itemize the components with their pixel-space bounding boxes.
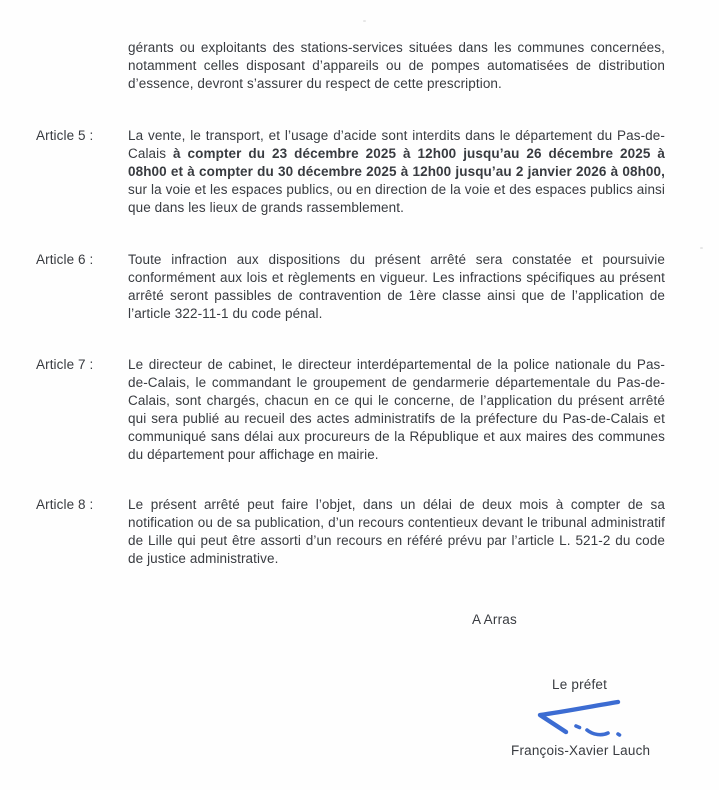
article-5-label: Article 5 :: [36, 128, 94, 143]
article-7-label: Article 7 :: [36, 357, 94, 372]
signature-stroke-dash: [576, 726, 580, 728]
article-7: [36, 356, 665, 464]
article-5: [36, 127, 665, 217]
signature-stroke-swoosh: [587, 730, 608, 735]
scan-speck: [146, 311, 148, 313]
signatory-name: François-Xavier Lauch: [511, 743, 651, 758]
signature-ink: [531, 695, 625, 741]
article-8: [36, 496, 665, 568]
article-6: [36, 251, 665, 323]
article-8-text: Le présent arrêté peut faire l’objet, dans un délai de deux mois à compter de sa notification ou de sa publication, d’un recours contentieux devant le tribunal administratif de Lille qui peut être assorti d’un recours en référé prévu par l’article L. 521-2 du code de justice administrative.: [128, 497, 665, 566]
article-6-label: Article 6 :: [36, 252, 94, 267]
scan-speck: [700, 247, 703, 249]
article-5-text: La vente, le transport, et l’usage d’acide sont interdits dans le département du Pas-de-Calais à compter du 23 décembre 2025 à 12h00 jusqu’au 26 décembre 2025 à 08h00 et à compter du 30 décembre 2025 à 12h00 jusqu’au 2 janvier 2026 à 08h00, sur la voie et les espaces publics, ou en direction de la voie et des espaces publics ainsi que dans les lieux de grands rassemblement.: [128, 128, 665, 215]
signature-stroke-dot: [618, 734, 620, 735]
article-6-text: Toute infraction aux dispositions du présent arrêté sera constatée et poursuivie conformément aux lois et règlements en vigueur. Les infractions spécifiques au présent arrêté seront passibles de contravention de 1ère classe ainsi que de l’application de l’article 322-11-1 du code pénal.: [128, 252, 665, 321]
signature-title: Le préfet: [552, 677, 608, 692]
article-7-text: Le directeur de cabinet, le directeur interdépartemental de la police nationale du Pas-de-Calais, le commandant le groupement de gendarmerie départementale du Pas-de-Calais, sont chargés, chacun en ce qui le concerne, de l’application du présent arrêté qui sera publié au recueil des actes administratifs de la préfecture du Pas-de-Calais et communiqué sans délai aux procureurs de la République et aux maires des communes du département pour affichage en mairie.: [128, 357, 665, 462]
article-8-label: Article 8 :: [36, 497, 94, 512]
place-line: A Arras: [472, 612, 517, 627]
intro-paragraph: gérants ou exploitants des stations-services situées dans les communes concernées, notamment celles disposant d’appareils ou de pompes automatisées de distribution d’essence, devront s’assurer du respect de cette prescription.: [128, 40, 665, 91]
scan-speck: [363, 20, 366, 22]
